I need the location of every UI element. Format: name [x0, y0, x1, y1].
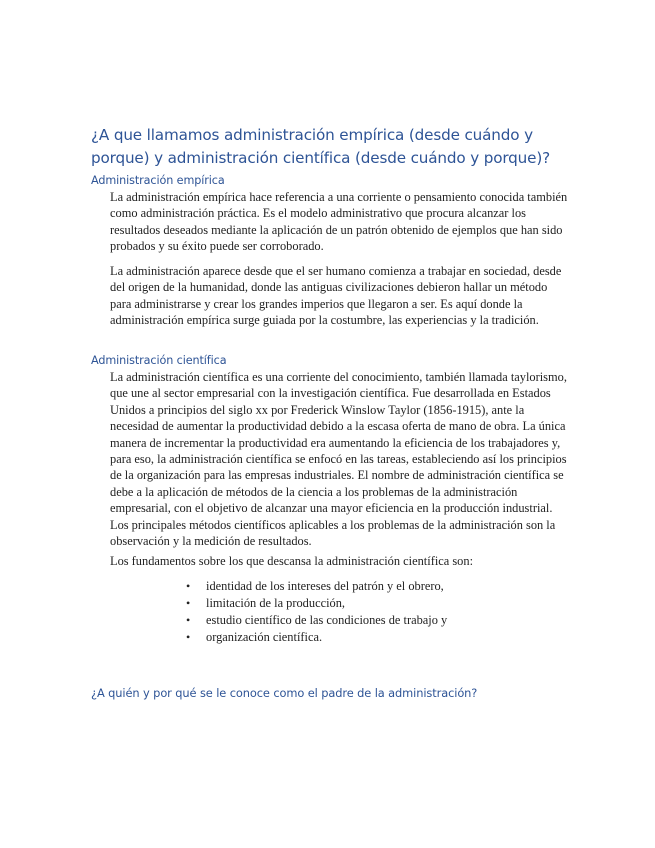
list-item	[186, 629, 447, 646]
paragraph-empirica-definition	[110, 189, 568, 255]
bullet-icon: •	[186, 630, 191, 644]
bullet-icon: •	[186, 613, 191, 627]
list-item	[186, 612, 447, 629]
document-title: ¿A que llamamos administración empírica (desde cuándo y porque) y administración científica (desde cuándo y porque)?	[91, 126, 551, 167]
list-item	[186, 595, 447, 612]
next-question-heading: ¿A quién y por qué se le conoce como el padre de la administración?	[91, 686, 478, 700]
paragraph-cientifica-fundamentos	[110, 553, 568, 569]
section-heading-cientifica: Administración científica	[91, 354, 227, 367]
paragraph-empirica-origin	[110, 263, 568, 329]
paragraph-text: Los fundamentos sobre los que descansa la administración científica son:	[110, 554, 474, 568]
section-heading-empirica: Administración empírica	[91, 174, 225, 187]
bullet-icon: •	[186, 596, 191, 610]
list-item	[186, 578, 447, 595]
paragraph-text: La administración empírica hace referencia a una corriente o pensamiento conocida también como administración práctica. Es el modelo administrativo que procura alcanzar los resultados deseados mediante la aplicación de un patrón obtenido de ejemplos que han sido probados y su éxito puede ser corroborado.	[110, 190, 568, 254]
bullet-icon: •	[186, 579, 191, 593]
list-item-text: estudio científico de las condiciones de trabajo y	[206, 613, 448, 627]
list-item-text: identidad de los intereses del patrón y el obrero,	[206, 579, 444, 593]
fundamentos-list	[186, 578, 447, 646]
paragraph-text: La administración aparece desde que el ser humano comienza a trabajar en sociedad, desde del origen de la humanidad, donde las antiguas civilizaciones debieron hallar un método para administrarse y crear los grandes imperios que llegaron a ser. Es aquí donde la administración empírica surge guiada por la costumbre, las experiencias y la tradición.	[110, 264, 562, 328]
paragraph-text: La administración científica es una corriente del conocimiento, también llamada taylorismo, que une al sector empresarial con la investigación científica. Fue desarrollada en Estados Unidos a principios del siglo xx por Frederick Winslow Taylor (1856-1915), ante la necesidad de aumentar la productividad debido a la escasa oferta de mano de obra. La única manera de incrementar la productividad era aumentando la eficiencia de los trabajadores y, para eso, la administración científica se enfocó en las tareas, estableciendo así los principios de la organización para las empresas industriales. El nombre de administración científica se debe a la aplicación de métodos de la ciencia a los problemas de la administración empresarial, con el objetivo de alcanzar una mayor eficiencia en la producción industrial. Los principales métodos científicos aplicables a los problemas de la administración son la observación y la medición de resultados.	[110, 370, 567, 549]
paragraph-cientifica-definition	[110, 369, 568, 549]
list-item-text: limitación de la producción,	[206, 596, 346, 610]
list-item-text: organización científica.	[206, 630, 323, 644]
